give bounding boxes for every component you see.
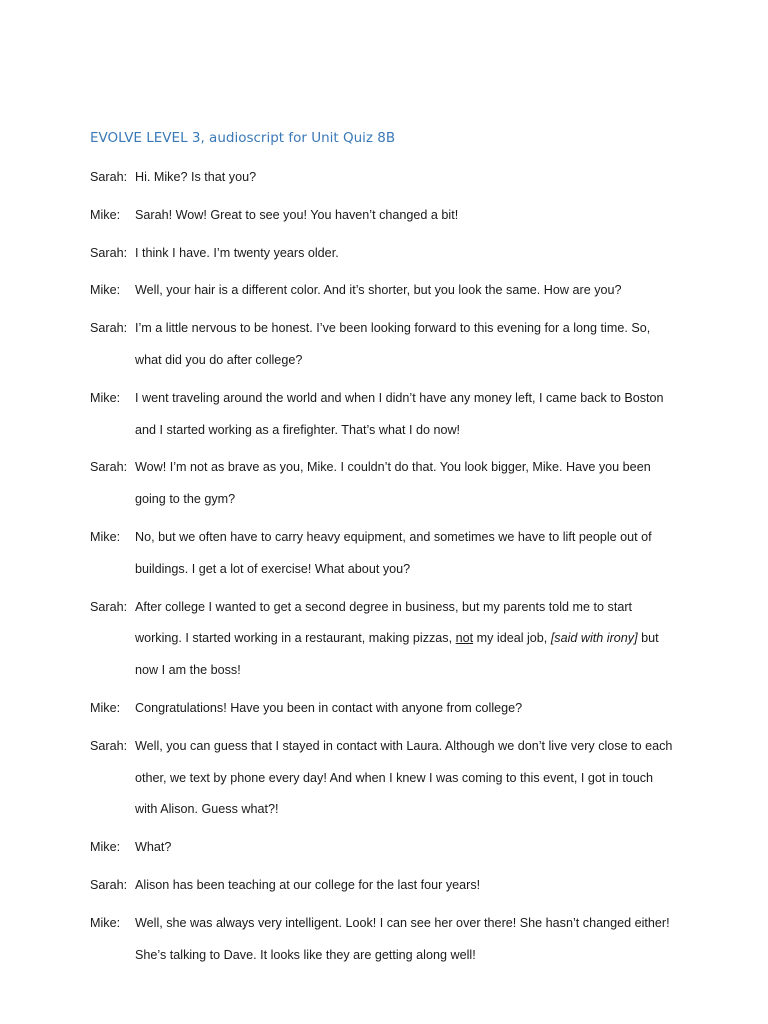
speech-line: She’s talking to Dave. It looks like they are getting along well! (135, 947, 476, 962)
dialogue-turn (90, 200, 690, 232)
speaker-label: Mike: (90, 840, 121, 855)
page-title: EVOLVE LEVEL 3, audioscript for Unit Quiz 8B (90, 130, 396, 146)
speaker-label: Sarah: (90, 245, 128, 260)
dialogue-turn (90, 522, 690, 586)
speech-text (135, 870, 690, 902)
speech-fragment: working. I started working in a restaurant, making pizzas, (135, 631, 456, 646)
stage-direction: [said with irony] (550, 631, 638, 646)
speech-line: what did you do after college? (135, 352, 303, 367)
dialogue-turn (90, 383, 690, 447)
speaker-label: Mike: (90, 915, 121, 930)
speech-text (135, 313, 690, 377)
dialogue-turn (90, 908, 690, 972)
speech-text (135, 200, 690, 232)
speech-text (135, 731, 690, 826)
speech-line: Wow! I’m not as brave as you, Mike. I couldn’t do that. You look bigger, Mike. Have you been (135, 460, 651, 475)
speech-line (135, 623, 690, 655)
dialogue (90, 162, 690, 977)
speech-line: now I am the boss! (135, 663, 241, 678)
dialogue-turn (90, 238, 690, 270)
speech-text (135, 693, 690, 725)
speech-line: Hi. Mike? Is that you? (135, 170, 257, 184)
speaker-label: Mike: (90, 700, 121, 715)
speech-line: I’m a little nervous to be honest. I’ve been looking forward to this evening for a long time. So, (135, 321, 651, 336)
speech-line: other, we text by phone every day! And when I knew I was coming to this event, I got in touch (135, 770, 654, 785)
speech-text (135, 452, 690, 516)
speech-text (135, 522, 690, 586)
speech-line: and I started working as a firefighter. That’s what I do now! (135, 422, 461, 437)
speech-line: Well, she was always very intelligent. Look! I can see her over there! She hasn’t changed either! (135, 915, 670, 930)
dialogue-turn (90, 693, 690, 725)
speaker-label: Mike: (90, 529, 121, 544)
speech-line: Congratulations! Have you been in contact with anyone from college? (135, 700, 523, 715)
speech-line: buildings. I get a lot of exercise! What about you? (135, 561, 411, 576)
speech-line: with Alison. Guess what?! (135, 802, 279, 817)
dialogue-turn (90, 313, 690, 377)
speaker-label: Sarah: (90, 599, 128, 614)
speaker-label: Mike: (90, 283, 121, 298)
speaker-label: Sarah: (90, 738, 128, 753)
speech-text (135, 592, 690, 687)
speech-fragment: but (637, 631, 659, 646)
speech-line: What? (135, 840, 172, 855)
speech-text (135, 275, 690, 307)
speech-text (135, 162, 690, 194)
speaker-label: Mike: (90, 207, 121, 222)
speech-line: going to the gym? (135, 492, 236, 507)
dialogue-turn (90, 870, 690, 902)
speaker-label: Sarah: (90, 460, 128, 475)
speech-line: Sarah! Wow! Great to see you! You haven’t changed a bit! (135, 207, 459, 222)
speaker-label: Mike: (90, 390, 121, 405)
speaker-label: Sarah: (90, 321, 128, 336)
speech-line: Well, you can guess that I stayed in contact with Laura. Although we don’t live very close to each (135, 738, 673, 753)
dialogue-turn (90, 832, 690, 864)
speech-line: I went traveling around the world and when I didn’t have any money left, I came back to Boston (135, 390, 664, 405)
speech-line: After college I wanted to get a second degree in business, but my parents told me to start (135, 599, 633, 614)
speech-text (135, 832, 690, 864)
speech-line: Alison has been teaching at our college for the last four years! (135, 877, 481, 892)
speech-line: I think I have. I’m twenty years older. (135, 245, 339, 260)
dialogue-turn (90, 452, 690, 516)
underlined-word: not (455, 631, 474, 646)
dialogue-turn (90, 592, 690, 687)
speech-text (135, 238, 690, 270)
speech-text (135, 908, 690, 972)
speech-line: Well, your hair is a different color. And it’s shorter, but you look the same. How are you? (135, 283, 622, 298)
dialogue-turn (90, 275, 690, 307)
speaker-label: Sarah: (90, 877, 128, 892)
speech-fragment: my ideal job, (473, 631, 551, 646)
dialogue-turn (90, 731, 690, 826)
speech-line: No, but we often have to carry heavy equipment, and sometimes we have to lift people out of (135, 529, 652, 544)
speaker-label: Sarah: (90, 170, 128, 184)
dialogue-turn (90, 162, 690, 194)
speech-text (135, 383, 690, 447)
